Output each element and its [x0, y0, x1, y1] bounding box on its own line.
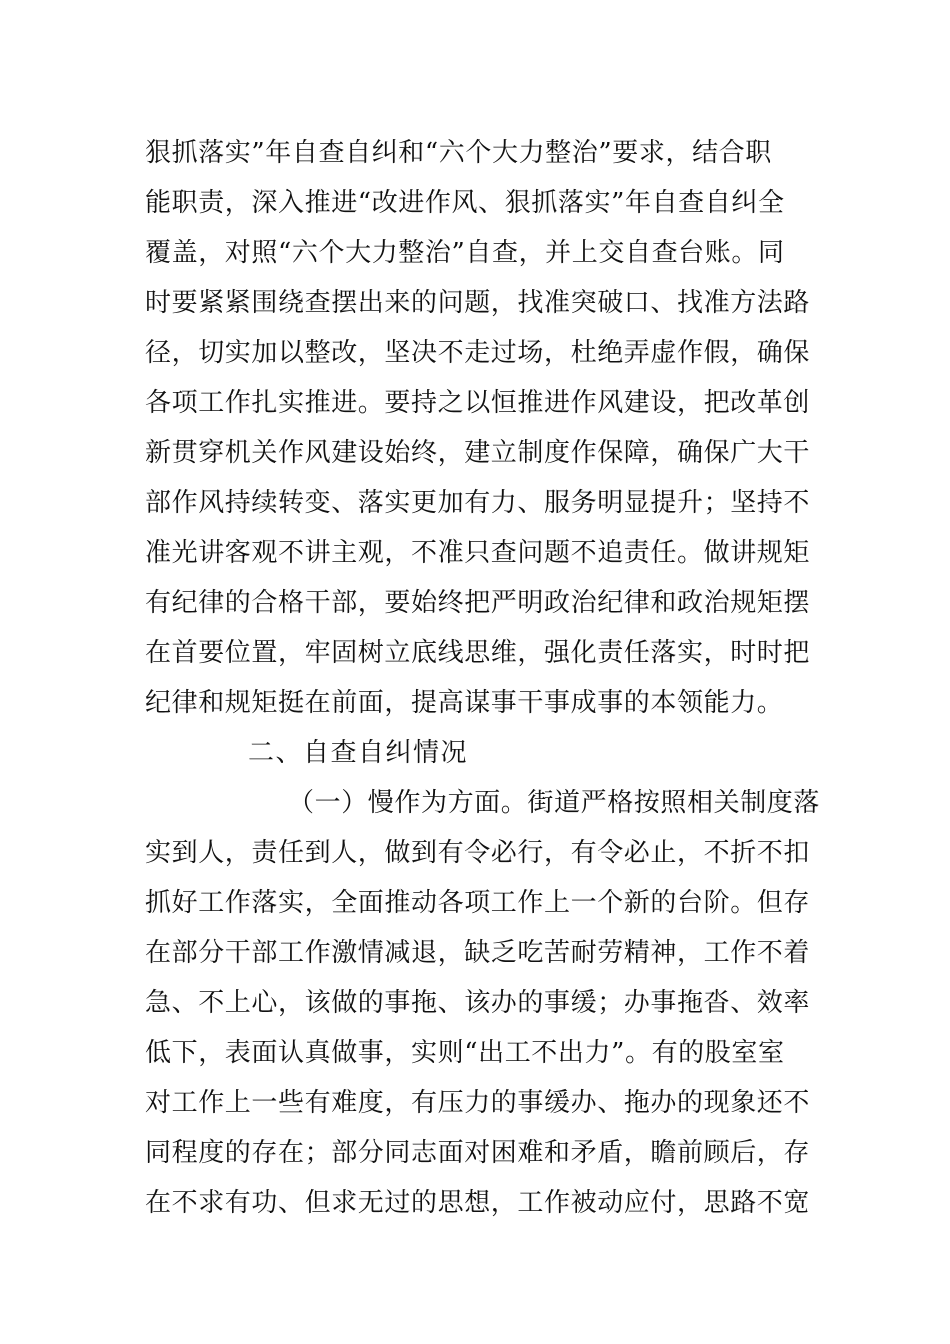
body-text-line: 径，切实加以整改，坚决不走过场，杜绝弄虚作假，确保 — [145, 338, 811, 368]
body-text-line: 同程度的存在；部分同志面对困难和矛盾，瞻前顾后，存 — [145, 1138, 811, 1168]
body-text-line: 抓好工作落实，全面推动各项工作上一个新的台阶。但存 — [145, 888, 811, 918]
subsection-first-line: （一）慢作为方面。街道严格按照相关制度落 — [288, 788, 821, 818]
body-text-line: 对工作上一些有难度，有压力的事缓办、拖办的现象还不 — [145, 1088, 811, 1118]
body-text-line: 准光讲客观不讲主观，不准只查问题不追责任。做讲规矩 — [145, 538, 811, 568]
body-text-line: 各项工作扎实推进。要持之以恒推进作风建设，把改革创 — [145, 388, 811, 418]
body-text-line: 时要紧紧围绕查摆出来的问题，找准突破口、找准方法路 — [145, 288, 811, 318]
body-text-line: 部作风持续转变、落实更加有力、服务明显提升；坚持不 — [145, 488, 811, 518]
body-text-line: 低下，表面认真做事，实则“出工不出力”。有的股室室 — [145, 1038, 785, 1068]
body-text-line: 急、不上心，该做的事拖、该办的事缓；办事拖沓、效率 — [145, 988, 811, 1018]
body-text-line: 在部分干部工作激情减退，缺乏吃苦耐劳精神，工作不着 — [145, 938, 811, 968]
body-text-line: 纪律和规矩挺在前面，提高谋事干事成事的本领能力。 — [145, 688, 784, 718]
body-text-line: 能职责，深入推进“改进作风、狠抓落实”年自查自纠全 — [145, 188, 785, 218]
section-heading: 二、自查自纠情况 — [248, 738, 469, 768]
body-text-line: 在不求有功、但求无过的思想，工作被动应付，思路不宽 — [145, 1188, 811, 1218]
body-text-line: 狠抓落实”年自查自纠和“六个大力整治”要求，结合职 — [145, 138, 772, 168]
body-text-line: 有纪律的合格干部，要始终把严明政治纪律和政治规矩摆 — [145, 588, 811, 618]
body-text-line: 覆盖，对照“六个大力整治”自查，并上交自查台账。同 — [145, 238, 785, 268]
body-text-line: 新贯穿机关作风建设始终，建立制度作保障，确保广大干 — [145, 438, 811, 468]
body-text-line: 实到人，责任到人，做到有令必行，有令必止，不折不扣 — [145, 838, 811, 868]
body-text-line: 在首要位置，牢固树立底线思维，强化责任落实，时时把 — [145, 638, 811, 668]
